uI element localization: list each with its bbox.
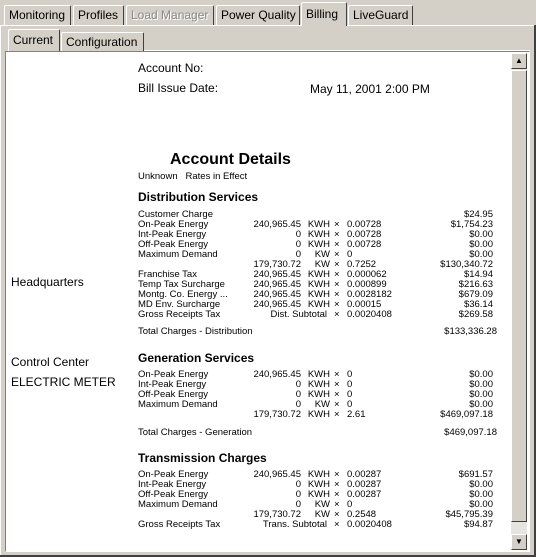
row-unit: KWH (307, 239, 330, 250)
times-symbol: × (334, 369, 340, 380)
table-row (7, 410, 507, 420)
row-amount: $0.00 (469, 249, 493, 260)
row-rate: 0.00728 (347, 219, 382, 230)
row-unit: KWH (307, 379, 330, 390)
row-unit: KW (314, 399, 330, 410)
rates-note: Unknown Rates in Effect (138, 171, 248, 182)
row-rate: 0.0020408 (347, 519, 392, 530)
times-symbol: × (334, 259, 340, 270)
row-unit: KWH (307, 229, 330, 240)
row-quantity: 0 (295, 379, 301, 390)
row-unit: KWH (307, 469, 330, 480)
row-rate: 0.00287 (347, 479, 382, 490)
times-symbol: × (334, 409, 340, 420)
row-unit: KWH (307, 369, 330, 380)
times-symbol: × (334, 389, 340, 400)
main-tab-bar (0, 0, 536, 25)
scroll-down-button[interactable] (511, 534, 527, 550)
table-row (7, 310, 507, 320)
arrow-up-icon: ▲ (515, 56, 523, 65)
tab-monitoring[interactable]: Monitoring (4, 5, 71, 25)
row-amount: $36.14 (463, 299, 493, 310)
tab-configuration[interactable]: Configuration (61, 32, 144, 51)
row-amount: $0.00 (469, 229, 493, 240)
row-label: Off-Peak Energy (138, 239, 209, 250)
distribution-heading: Distribution Services (138, 190, 259, 204)
row-amount: $94.87 (463, 519, 493, 530)
site-label: Headquarters (11, 275, 84, 289)
page-title: Account Details (170, 151, 291, 168)
row-unit: KWH (307, 299, 330, 310)
row-label: Franchise Tax (138, 269, 197, 280)
row-label: Montg. Co. Energy ... (138, 289, 228, 300)
row-unit: KWH (307, 289, 330, 300)
tab-load-manager: Load Manager (126, 5, 214, 25)
row-rate: 0.00287 (347, 469, 382, 480)
row-quantity: 0 (295, 479, 301, 490)
tab-profiles[interactable]: Profiles (73, 5, 124, 25)
row-amount: $269.58 (458, 309, 493, 320)
row-amount: $469,097.18 (440, 409, 493, 420)
times-symbol: × (334, 249, 340, 260)
row-quantity: 0 (295, 229, 301, 240)
row-amount: $1,754.23 (450, 219, 493, 230)
row-label: Customer Charge (138, 209, 213, 220)
times-symbol: × (334, 499, 340, 510)
row-label: Maximum Demand (138, 499, 218, 510)
generation-total-value: $469,097.18 (444, 427, 497, 438)
row-quantity: 0 (295, 499, 301, 510)
row-quantity: 240,965.45 (253, 289, 301, 300)
bill-view-panel (5, 51, 530, 552)
row-quantity: 179,730.72 (253, 509, 301, 520)
row-quantity: 240,965.45 (253, 219, 301, 230)
row-amount: $0.00 (469, 369, 493, 380)
table-row (7, 390, 507, 400)
row-rate: 0.0028182 (347, 289, 392, 300)
times-symbol: × (334, 519, 340, 530)
row-amount: $0.00 (469, 239, 493, 250)
distribution-total-value: $133,336.28 (444, 326, 497, 337)
times-symbol: × (334, 489, 340, 500)
row-unit: KWH (307, 489, 330, 500)
row-quantity: 240,965.45 (253, 469, 301, 480)
times-symbol: × (334, 269, 340, 280)
generation-heading: Generation Services (138, 351, 255, 365)
row-amount: $691.57 (458, 469, 493, 480)
row-amount: $0.00 (469, 379, 493, 390)
main-panel-top-edge (0, 25, 301, 26)
row-amount: $0.00 (469, 479, 493, 490)
bill-document (7, 53, 511, 550)
row-amount: $45,795.39 (445, 509, 493, 520)
row-unit: KWH (307, 409, 330, 420)
row-quantity: 240,965.45 (253, 299, 301, 310)
row-rate: 0.00015 (347, 299, 382, 310)
times-symbol: × (334, 279, 340, 290)
times-symbol: × (334, 289, 340, 300)
row-label: Maximum Demand (138, 249, 218, 260)
row-label: Gross Receipts Tax (138, 309, 221, 320)
tab-current[interactable]: Current (8, 29, 60, 51)
times-symbol: × (334, 509, 340, 520)
row-unit: KWH (307, 389, 330, 400)
row-unit: KWH (307, 479, 330, 490)
times-symbol: × (334, 309, 340, 320)
times-symbol: × (334, 299, 340, 310)
row-rate: 0 (347, 389, 353, 400)
arrow-down-icon: ▼ (515, 537, 523, 546)
times-symbol: × (334, 479, 340, 490)
scroll-thumb[interactable] (511, 70, 527, 522)
meter-label: ELECTRIC METER (11, 375, 116, 389)
row-rate: 0.0020408 (347, 309, 392, 320)
row-unit: KW (314, 499, 330, 510)
tab-billing[interactable]: Billing (301, 2, 347, 26)
tab-liveguard[interactable]: LiveGuard (348, 5, 413, 25)
tab-power-quality[interactable]: Power Quality (216, 5, 300, 25)
row-unit: KW (314, 509, 330, 520)
row-quantity: 0 (295, 389, 301, 400)
main-panel-top-edge-right (347, 25, 536, 26)
times-symbol: × (334, 469, 340, 480)
row-label: Temp Tax Surcharge (138, 279, 225, 290)
row-quantity: 240,965.45 (253, 369, 301, 380)
row-amount: $24.95 (463, 209, 493, 220)
times-symbol: × (334, 229, 340, 240)
row-label: Int-Peak Energy (138, 379, 207, 390)
distribution-total-label: Total Charges - Distribution (138, 326, 253, 337)
row-amount: $0.00 (469, 489, 493, 500)
times-symbol: × (334, 399, 340, 410)
table-row (7, 370, 507, 380)
row-rate: 0.000899 (347, 279, 387, 290)
bill-issue-value: May 11, 2001 2:00 PM (310, 82, 430, 96)
table-row (7, 240, 507, 250)
row-rate: 0.00728 (347, 229, 382, 240)
main-panel-left-edge (0, 25, 1, 557)
row-amount: $14.94 (463, 269, 493, 280)
row-label: Off-Peak Energy (138, 389, 209, 400)
generation-total-label: Total Charges - Generation (138, 427, 253, 438)
row-label: On-Peak Energy (138, 469, 209, 480)
row-amount: $0.00 (469, 399, 493, 410)
area-label: Control Center (11, 355, 90, 369)
table-row (7, 510, 507, 520)
vertical-scrollbar[interactable] (511, 53, 527, 550)
row-amount: $130,340.72 (440, 259, 493, 270)
row-label: Maximum Demand (138, 399, 218, 410)
row-quantity: Trans. Subtotal (262, 519, 327, 530)
row-label: Int-Peak Energy (138, 229, 207, 240)
row-rate: 0.00287 (347, 489, 382, 500)
table-row (7, 380, 507, 390)
row-amount: $0.00 (469, 499, 493, 510)
row-quantity: 0 (295, 249, 301, 260)
row-rate: 0.7252 (347, 259, 377, 270)
table-row (7, 220, 507, 230)
row-rate: 2.61 (347, 409, 366, 420)
row-label: Off-Peak Energy (138, 489, 209, 500)
row-rate: 0 (347, 399, 353, 410)
row-rate: 0 (347, 249, 353, 260)
row-quantity: 179,730.72 (253, 259, 301, 270)
row-unit: KW (314, 249, 330, 260)
table-row (7, 470, 507, 480)
row-label: MD Env. Surcharge (138, 299, 221, 310)
row-label: On-Peak Energy (138, 219, 209, 230)
row-unit: KW (314, 259, 330, 270)
row-unit: KWH (307, 269, 330, 280)
row-label: Int-Peak Energy (138, 479, 207, 490)
row-rate: 0.00728 (347, 239, 382, 250)
table-row (7, 520, 507, 530)
table-row (7, 490, 507, 500)
row-quantity: Dist. Subtotal (270, 309, 327, 320)
account-no-label: Account No: (138, 61, 204, 75)
row-amount: $216.63 (458, 279, 493, 290)
row-rate: 0 (347, 369, 353, 380)
transmission-heading: Transmission Charges (138, 451, 267, 465)
row-amount: $679.09 (458, 289, 493, 300)
row-rate: 0 (347, 379, 353, 390)
times-symbol: × (334, 219, 340, 230)
times-symbol: × (334, 239, 340, 250)
row-rate: 0 (347, 499, 353, 510)
row-quantity: 0 (295, 239, 301, 250)
table-row (7, 300, 507, 310)
row-quantity: 240,965.45 (253, 269, 301, 280)
row-rate: 0.2548 (347, 509, 377, 520)
row-amount: $0.00 (469, 389, 493, 400)
bill-issue-label: Bill Issue Date: (138, 81, 219, 95)
row-unit: KWH (307, 279, 330, 290)
row-rate: 0.000062 (347, 269, 387, 280)
row-quantity: 240,965.45 (253, 279, 301, 290)
row-quantity: 0 (295, 489, 301, 500)
row-unit: KWH (307, 219, 330, 230)
row-quantity: 179,730.72 (253, 409, 301, 420)
row-label: Gross Receipts Tax (138, 519, 221, 530)
row-label: On-Peak Energy (138, 369, 209, 380)
row-quantity: 0 (295, 399, 301, 410)
table-row (7, 230, 507, 240)
times-symbol: × (334, 379, 340, 390)
scroll-up-button[interactable] (511, 53, 527, 69)
table-row (7, 480, 507, 490)
